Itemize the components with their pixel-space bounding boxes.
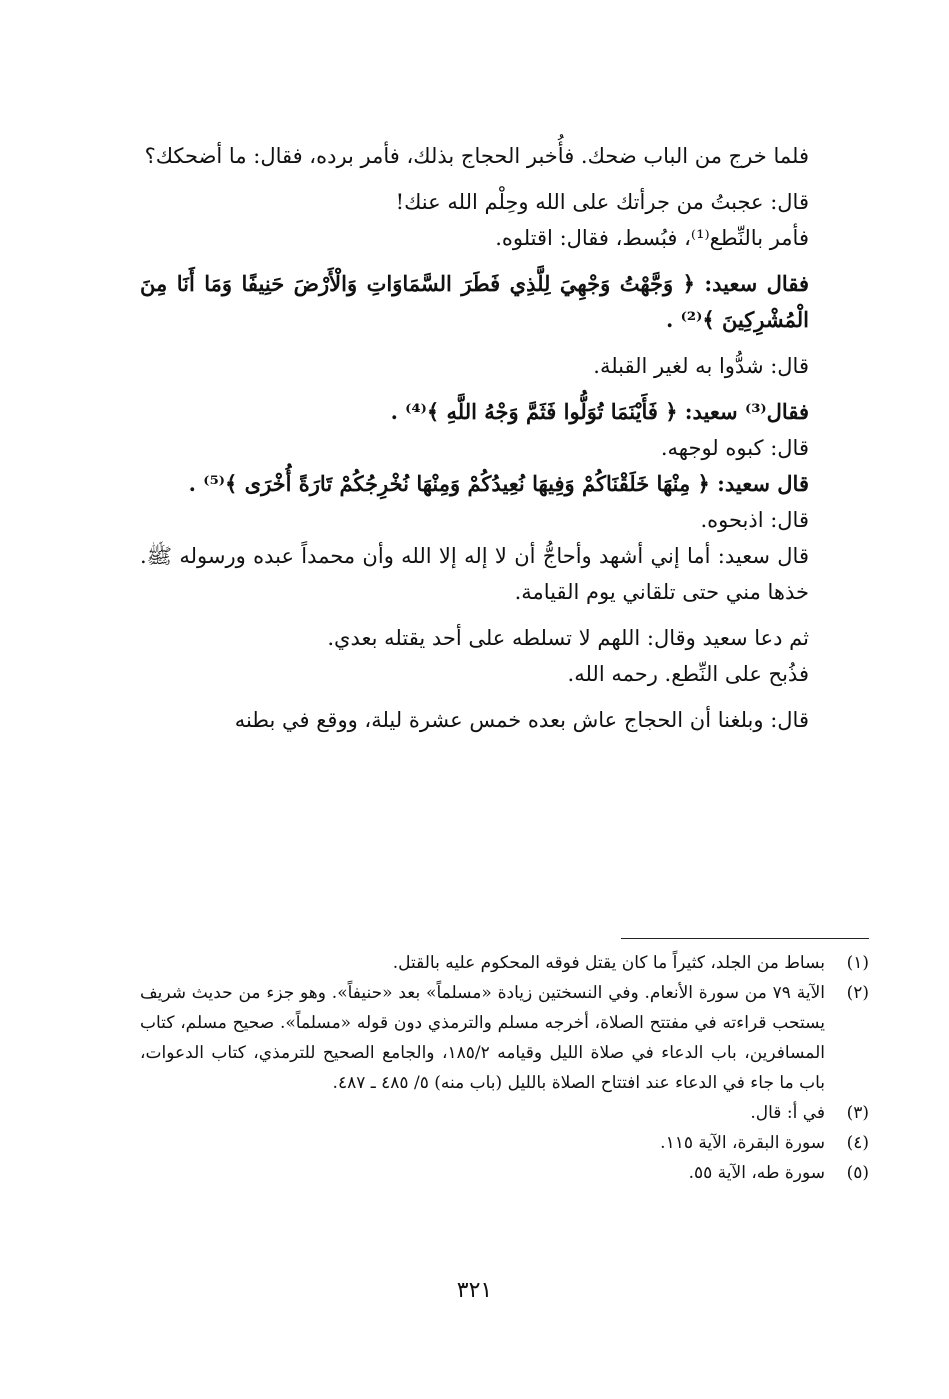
footnote xyxy=(140,1128,869,1158)
paragraph: قال: عجبتُ من جرأتك على الله وحِلْم الله عنك! xyxy=(395,190,809,214)
footnote-text: في أ: قال. xyxy=(750,1103,825,1123)
footnote-number: (٤) xyxy=(846,1133,869,1153)
paragraph: قال: وبلغنا أن الحجاج عاش بعده خمس عشرة ليلة، ووقع في بطنه xyxy=(234,708,809,732)
footnotes xyxy=(140,948,869,1188)
page-number: ٣٢١ xyxy=(456,1278,493,1303)
footnote-text: الآية ٧٩ من سورة الأنعام. وفي النسختين زيادة «مسلماً» بعد «حنيفاً». وهو جزء من حديث شريف يستحب قراءته في مفتتح الصلاة، أخرجه مسلم والترمذي دون قوله «مسلماً». صحيح مسلم، كتاب المسافرين، باب الدعاء في صلاة الليل وقيامه ١٨٥/٢، والجامع الصحيح للترمذي، كتاب الدعوات، باب ما جاء في الدعاء عند افتتاح الصلاة بالليل (باب منه) ٥/ ٤٨٥ ـ ٤٨٧. xyxy=(140,983,825,1093)
footnote xyxy=(140,1098,869,1128)
main-text xyxy=(140,138,869,738)
footnote-number: (١) xyxy=(846,953,869,973)
paragraph: فأمر بالنِّطع⁽¹⁾، فبُسط، فقال: اقتلوه. xyxy=(495,226,809,250)
paragraph: قال: شدُّوا به لغير القبلة. xyxy=(593,354,809,378)
quran-quote-paragraph: فقال⁽³⁾ سعيد: ﴿ فَأَيْنَمَا تُوَلُّوا فَثَمَّ وَجْهُ اللَّهِ ﴾⁽⁴⁾ . xyxy=(390,399,809,424)
paragraph: قال: اذبحوه. xyxy=(700,508,809,532)
footnote-number: (٢) xyxy=(846,983,869,1003)
paragraph: قال: كبوه لوجهه. xyxy=(660,436,809,460)
footnote-number: (٥) xyxy=(846,1163,869,1183)
paragraph: فذُبح على النِّطع. رحمه الله. xyxy=(567,662,809,686)
paragraph: قال سعيد: أما إني أشهد وأحاجُّ أن لا إله إلا الله وأن محمداً عبده ورسوله ﷺ. خذها مني حتى تلقاني يوم القيامة. xyxy=(140,544,809,604)
paragraph: فلما خرج من الباب ضحك. فأُخبر الحجاج بذلك، فأمر برده، فقال: ما أضحكك؟ xyxy=(144,144,809,168)
footnote xyxy=(140,1158,869,1188)
paragraph: ثم دعا سعيد وقال: اللهم لا تسلطه على أحد يقتله بعدي. xyxy=(327,626,809,650)
quran-quote-paragraph: فقال سعيد: ﴿ وَجَّهْتُ وَجْهِيَ لِلَّذِي فَطَرَ السَّمَاوَاتِ وَالْأَرْضَ حَنِيفًا وَمَا أَنَا مِنَ الْمُشْرِكِينَ ﴾⁽²⁾ . xyxy=(140,271,809,332)
footnote-separator xyxy=(621,938,869,939)
footnote-text: بساط من الجلد، كثيراً ما كان يقتل فوقه المحكوم عليه بالقتل. xyxy=(392,953,825,973)
footnote-text: سورة البقرة، الآية ١١٥. xyxy=(660,1133,825,1153)
quran-quote-paragraph: قال سعيد: ﴿ مِنْهَا خَلَقْنَاكُمْ وَفِيهَا نُعِيدُكُمْ وَمِنْهَا نُخْرِجُكُمْ تَارَةً أُخْرَى ﴾⁽⁵⁾ . xyxy=(188,471,809,496)
footnote-number: (٣) xyxy=(846,1103,869,1123)
footnote xyxy=(140,978,869,1098)
footnote xyxy=(140,948,869,978)
footnote-text: سورة طه، الآية ٥٥. xyxy=(688,1163,825,1183)
